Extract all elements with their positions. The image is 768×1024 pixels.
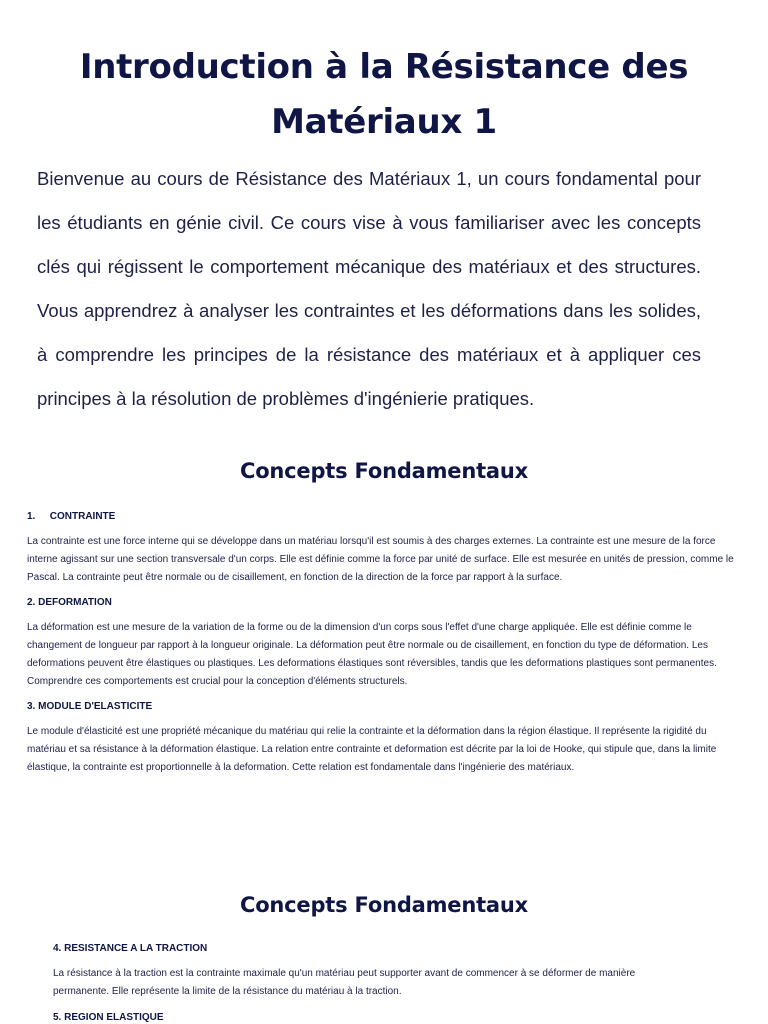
item-title: CONTRAINTE (49, 511, 116, 522)
item-number: 4. (53, 943, 62, 954)
page-title: Introduction à la Résistance des Matériaux 1 (79, 47, 689, 142)
item-title: RESISTANCE A LA TRACTION (64, 943, 208, 954)
item-heading-region-elastique (53, 1012, 673, 1023)
item-title: DEFORMATION (38, 597, 112, 608)
item-heading-resistance-traction (53, 943, 673, 954)
item-title: REGION ELASTIQUE (64, 1012, 164, 1023)
item-body-deformation: La déformation est une mesure de la variation de la forme ou de la dimension d'un corps sous l'effet d'une charge appliquée. Elle est définie comme le changement de longueur par rapport à la longueur originale. La déformation peut être normale ou de cisaillement, en fonction du type de déformation. Les deformations peuvent être élastiques ou plastiques. Les deformations élastiques sont réversibles, tandis que les deformations plastiques sont permanentes. Comprendre ces comportements est crucial pour la conception d'éléments structurels. (27, 622, 717, 687)
section-heading: Concepts Fondamentaux (239, 459, 529, 483)
item-body-resistance-traction: La résistance à la traction est la contrainte maximale qu'un matériau peut supporter avant de commencer à se déformer de manière permanente. Elle représente la limite de la résistance du matériau à la traction. (53, 968, 636, 997)
intro-paragraph: Bienvenue au cours de Résistance des Matériaux 1, un cours fondamental pour les étudiants en génie civil. Ce cours vise à vous familiariser avec les concepts clés qui régissent le comportement mécanique des matériaux et des structures. Vous apprendrez à analyser les contraintes et les déformations dans les solides, à comprendre les principes de la résistance des matériaux et à appliquer ces principes à la résolution de problèmes d'ingénierie pratiques. (37, 168, 701, 409)
item-number: 3. (27, 701, 36, 712)
item-heading-deformation (27, 597, 747, 608)
item-body-contrainte: La contrainte est une force interne qui se développe dans un matériau lorsqu'il est soumis à des charges externes. La contrainte est une mesure de la force interne agissant sur une section transversale d'un corps. Elle est définie comme la force par unité de surface. Elle est mesurée en unités de pression, comme le Pascal. La contrainte peut être normale ou de cisaillement, en fonction de la direction de la force par rapport à la surface. (27, 536, 734, 583)
item-body-module-elasticite: Le module d'élasticité est une propriété mécanique du matériau qui relie la contrainte et la déformation dans la région élastique. Il représente la rigidité du matériau et sa résistance à la déformation élastique. La relation entre contrainte et deformation est décrite par la loi de Hooke, qui stipule que, dans la limite élastique, la contrainte est proportionnelle à la deformation. Cette relation est fondamentale dans l'ingénierie des matériaux. (27, 726, 717, 773)
section-heading: Concepts Fondamentaux (239, 893, 529, 917)
item-number: 5. (53, 1012, 62, 1023)
item-heading-module-elasticite (27, 701, 747, 712)
item-number: 1. (27, 511, 36, 522)
item-heading-contrainte (27, 511, 747, 522)
item-number: 2. (27, 597, 36, 608)
item-title: MODULE D'ELASTICITE (38, 701, 153, 712)
